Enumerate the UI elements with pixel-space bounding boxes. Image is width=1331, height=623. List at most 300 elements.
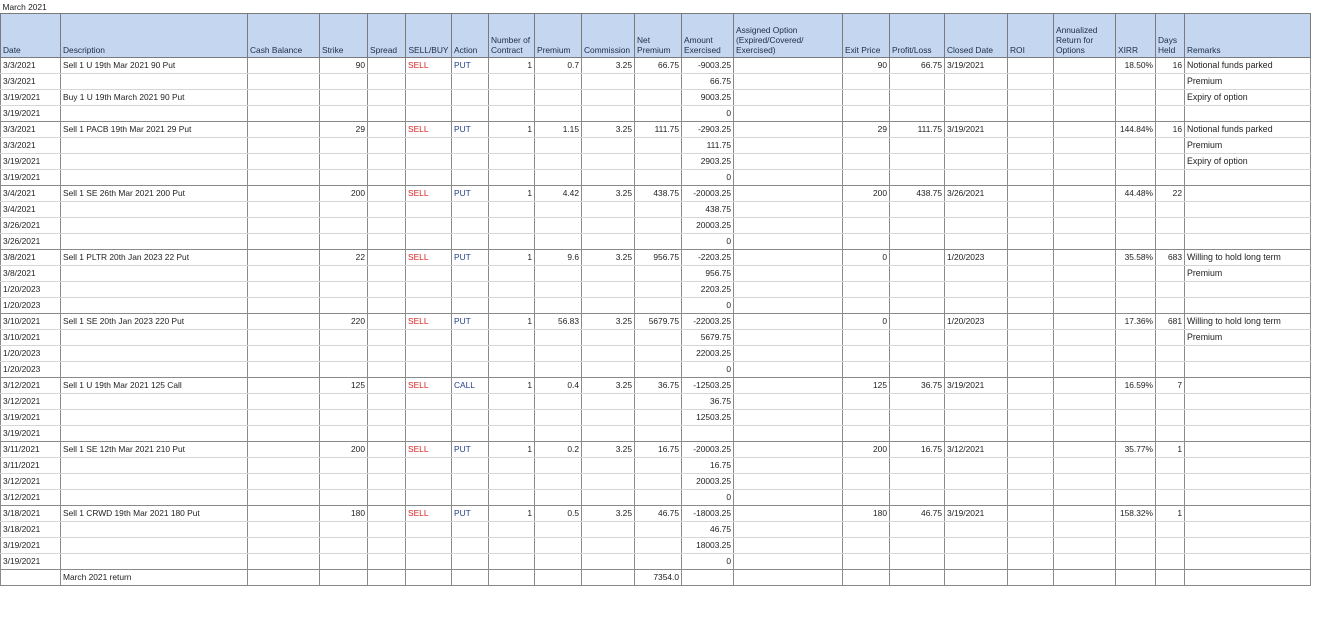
cell-amount[interactable]: 36.75 bbox=[682, 393, 734, 409]
cell-net-premium[interactable]: 16.75 bbox=[635, 441, 682, 457]
cell-closed-date[interactable] bbox=[945, 265, 1008, 281]
cell-profit-loss[interactable] bbox=[890, 457, 945, 473]
cell-description[interactable] bbox=[61, 521, 248, 537]
header-assigned-option[interactable]: Assigned Option (Expired/Covered/ Exercised) bbox=[734, 13, 843, 57]
cell-description[interactable] bbox=[61, 105, 248, 121]
cell-commission[interactable]: 3.25 bbox=[582, 377, 635, 393]
cell-spread[interactable] bbox=[368, 249, 406, 265]
cell-xirr[interactable] bbox=[1116, 265, 1156, 281]
cell-amount[interactable]: 22003.25 bbox=[682, 345, 734, 361]
cell-days-held[interactable] bbox=[1156, 105, 1185, 121]
cell-contracts[interactable]: 1 bbox=[489, 505, 535, 521]
cell-date[interactable]: 3/12/2021 bbox=[1, 377, 61, 393]
cell-strike[interactable] bbox=[320, 73, 368, 89]
cell-action[interactable] bbox=[452, 169, 489, 185]
cell-annualized[interactable] bbox=[1054, 297, 1116, 313]
cell-sell-buy[interactable] bbox=[406, 137, 452, 153]
cell-date[interactable]: 3/4/2021 bbox=[1, 185, 61, 201]
cell-description[interactable]: Sell 1 SE 12th Mar 2021 210 Put bbox=[61, 441, 248, 457]
cell-premium[interactable] bbox=[535, 201, 582, 217]
cell-strike[interactable]: 200 bbox=[320, 185, 368, 201]
cell-xirr[interactable] bbox=[1116, 105, 1156, 121]
cell-profit-loss[interactable] bbox=[890, 201, 945, 217]
cell-sell-buy[interactable] bbox=[406, 217, 452, 233]
cell-contracts[interactable] bbox=[489, 537, 535, 553]
cell-xirr[interactable]: 158.32% bbox=[1116, 505, 1156, 521]
cell-spread[interactable] bbox=[368, 345, 406, 361]
cell-description[interactable] bbox=[61, 153, 248, 169]
cell-description[interactable] bbox=[61, 169, 248, 185]
cell-xirr[interactable]: 44.48% bbox=[1116, 185, 1156, 201]
cell-assigned[interactable] bbox=[734, 329, 843, 345]
header-net-premium[interactable]: Net Premium bbox=[635, 13, 682, 57]
cell-profit-loss[interactable] bbox=[890, 537, 945, 553]
header-xirr[interactable]: XIRR bbox=[1116, 13, 1156, 57]
cell-amount[interactable]: 2203.25 bbox=[682, 281, 734, 297]
cell-remarks[interactable] bbox=[1185, 489, 1311, 505]
cell-days-held[interactable]: 22 bbox=[1156, 185, 1185, 201]
cell-action[interactable] bbox=[452, 553, 489, 569]
cell-assigned[interactable] bbox=[734, 377, 843, 393]
cell-action[interactable] bbox=[452, 473, 489, 489]
cell-premium[interactable] bbox=[535, 521, 582, 537]
cell-description[interactable] bbox=[61, 361, 248, 377]
cell-net-premium[interactable] bbox=[635, 201, 682, 217]
cell-days-held[interactable] bbox=[1156, 89, 1185, 105]
cell-xirr[interactable]: 35.77% bbox=[1116, 441, 1156, 457]
cell-action[interactable] bbox=[452, 569, 489, 585]
cell-xirr[interactable] bbox=[1116, 201, 1156, 217]
header-commission[interactable]: Commission bbox=[582, 13, 635, 57]
cell-days-held[interactable] bbox=[1156, 409, 1185, 425]
cell-roi[interactable] bbox=[1008, 73, 1054, 89]
cell-action[interactable] bbox=[452, 345, 489, 361]
cell-sell-buy[interactable] bbox=[406, 457, 452, 473]
cell-contracts[interactable] bbox=[489, 473, 535, 489]
cell-action[interactable]: PUT bbox=[452, 313, 489, 329]
cell-strike[interactable]: 29 bbox=[320, 121, 368, 137]
cell-exit-price[interactable] bbox=[843, 217, 890, 233]
cell-date[interactable]: 3/19/2021 bbox=[1, 553, 61, 569]
cell-cash-balance[interactable] bbox=[248, 377, 320, 393]
cell-annualized[interactable] bbox=[1054, 393, 1116, 409]
cell-sell-buy[interactable]: SELL bbox=[406, 57, 452, 73]
cell-action[interactable] bbox=[452, 457, 489, 473]
cell-contracts[interactable] bbox=[489, 521, 535, 537]
header-amount-exercised[interactable]: Amount Exercised bbox=[682, 13, 734, 57]
cell-closed-date[interactable]: 3/19/2021 bbox=[945, 377, 1008, 393]
cell-roi[interactable] bbox=[1008, 425, 1054, 441]
cell-cash-balance[interactable] bbox=[248, 345, 320, 361]
cell-contracts[interactable] bbox=[489, 265, 535, 281]
cell-xirr[interactable] bbox=[1116, 553, 1156, 569]
cell-roi[interactable] bbox=[1008, 537, 1054, 553]
cell-exit-price[interactable] bbox=[843, 345, 890, 361]
cell-net-premium[interactable] bbox=[635, 105, 682, 121]
cell-commission[interactable] bbox=[582, 329, 635, 345]
cell-sell-buy[interactable] bbox=[406, 169, 452, 185]
cell-remarks[interactable] bbox=[1185, 393, 1311, 409]
cell-premium[interactable] bbox=[535, 265, 582, 281]
cell-roi[interactable] bbox=[1008, 361, 1054, 377]
cell-commission[interactable] bbox=[582, 153, 635, 169]
cell-days-held[interactable]: 681 bbox=[1156, 313, 1185, 329]
cell-cash-balance[interactable] bbox=[248, 537, 320, 553]
cell-contracts[interactable] bbox=[489, 409, 535, 425]
cell-net-premium[interactable] bbox=[635, 393, 682, 409]
cell-closed-date[interactable]: 3/19/2021 bbox=[945, 57, 1008, 73]
cell-exit-price[interactable] bbox=[843, 409, 890, 425]
cell-amount[interactable] bbox=[682, 569, 734, 585]
header-roi[interactable]: ROI bbox=[1008, 13, 1054, 57]
cell-days-held[interactable] bbox=[1156, 329, 1185, 345]
cell-days-held[interactable] bbox=[1156, 73, 1185, 89]
cell-net-premium[interactable] bbox=[635, 281, 682, 297]
cell-sell-buy[interactable] bbox=[406, 521, 452, 537]
header-num-contract[interactable]: Number of Contract bbox=[489, 13, 535, 57]
cell-annualized[interactable] bbox=[1054, 489, 1116, 505]
cell-net-premium[interactable] bbox=[635, 473, 682, 489]
cell-profit-loss[interactable] bbox=[890, 569, 945, 585]
cell-cash-balance[interactable] bbox=[248, 153, 320, 169]
cell-amount[interactable]: -22003.25 bbox=[682, 313, 734, 329]
cell-date[interactable]: 3/11/2021 bbox=[1, 457, 61, 473]
cell-spread[interactable] bbox=[368, 153, 406, 169]
cell-roi[interactable] bbox=[1008, 217, 1054, 233]
cell-xirr[interactable] bbox=[1116, 137, 1156, 153]
cell-premium[interactable] bbox=[535, 105, 582, 121]
cell-closed-date[interactable] bbox=[945, 201, 1008, 217]
cell-strike[interactable] bbox=[320, 569, 368, 585]
cell-cash-balance[interactable] bbox=[248, 569, 320, 585]
cell-roi[interactable] bbox=[1008, 345, 1054, 361]
cell-description[interactable] bbox=[61, 73, 248, 89]
cell-contracts[interactable] bbox=[489, 329, 535, 345]
cell-xirr[interactable] bbox=[1116, 153, 1156, 169]
cell-amount[interactable]: 956.75 bbox=[682, 265, 734, 281]
cell-xirr[interactable]: 17.36% bbox=[1116, 313, 1156, 329]
cell-spread[interactable] bbox=[368, 409, 406, 425]
cell-cash-balance[interactable] bbox=[248, 217, 320, 233]
cell-contracts[interactable] bbox=[489, 137, 535, 153]
cell-sell-buy[interactable] bbox=[406, 569, 452, 585]
cell-premium[interactable] bbox=[535, 553, 582, 569]
cell-annualized[interactable] bbox=[1054, 281, 1116, 297]
cell-remarks[interactable] bbox=[1185, 553, 1311, 569]
cell-cash-balance[interactable] bbox=[248, 441, 320, 457]
cell-xirr[interactable] bbox=[1116, 569, 1156, 585]
cell-exit-price[interactable] bbox=[843, 169, 890, 185]
cell-exit-price[interactable] bbox=[843, 553, 890, 569]
cell-exit-price[interactable]: 0 bbox=[843, 313, 890, 329]
cell-action[interactable]: PUT bbox=[452, 249, 489, 265]
cell-commission[interactable] bbox=[582, 409, 635, 425]
cell-closed-date[interactable] bbox=[945, 281, 1008, 297]
cell-premium[interactable] bbox=[535, 473, 582, 489]
cell-strike[interactable] bbox=[320, 217, 368, 233]
cell-sell-buy[interactable] bbox=[406, 345, 452, 361]
cell-spread[interactable] bbox=[368, 537, 406, 553]
cell-annualized[interactable] bbox=[1054, 521, 1116, 537]
cell-description[interactable]: Sell 1 SE 20th Jan 2023 220 Put bbox=[61, 313, 248, 329]
cell-date[interactable]: 3/19/2021 bbox=[1, 153, 61, 169]
cell-profit-loss[interactable]: 16.75 bbox=[890, 441, 945, 457]
cell-roi[interactable] bbox=[1008, 153, 1054, 169]
cell-sell-buy[interactable] bbox=[406, 281, 452, 297]
cell-cash-balance[interactable] bbox=[248, 361, 320, 377]
cell-remarks[interactable]: Premium bbox=[1185, 73, 1311, 89]
cell-xirr[interactable] bbox=[1116, 489, 1156, 505]
cell-days-held[interactable] bbox=[1156, 393, 1185, 409]
cell-cash-balance[interactable] bbox=[248, 89, 320, 105]
cell-assigned[interactable] bbox=[734, 265, 843, 281]
cell-contracts[interactable]: 1 bbox=[489, 57, 535, 73]
cell-premium[interactable]: 9.6 bbox=[535, 249, 582, 265]
cell-profit-loss[interactable] bbox=[890, 425, 945, 441]
cell-net-premium[interactable] bbox=[635, 329, 682, 345]
cell-roi[interactable] bbox=[1008, 265, 1054, 281]
cell-contracts[interactable] bbox=[489, 281, 535, 297]
cell-strike[interactable] bbox=[320, 89, 368, 105]
cell-remarks[interactable] bbox=[1185, 281, 1311, 297]
cell-commission[interactable] bbox=[582, 105, 635, 121]
cell-spread[interactable] bbox=[368, 297, 406, 313]
cell-xirr[interactable]: 144.84% bbox=[1116, 121, 1156, 137]
cell-contracts[interactable] bbox=[489, 457, 535, 473]
cell-remarks[interactable] bbox=[1185, 473, 1311, 489]
cell-assigned[interactable] bbox=[734, 121, 843, 137]
cell-annualized[interactable] bbox=[1054, 505, 1116, 521]
cell-description[interactable]: Sell 1 U 19th Mar 2021 90 Put bbox=[61, 57, 248, 73]
cell-profit-loss[interactable] bbox=[890, 281, 945, 297]
cell-net-premium[interactable]: 956.75 bbox=[635, 249, 682, 265]
cell-roi[interactable] bbox=[1008, 249, 1054, 265]
cell-net-premium[interactable] bbox=[635, 553, 682, 569]
cell-remarks[interactable] bbox=[1185, 185, 1311, 201]
cell-closed-date[interactable]: 3/12/2021 bbox=[945, 441, 1008, 457]
cell-days-held[interactable] bbox=[1156, 425, 1185, 441]
cell-sell-buy[interactable] bbox=[406, 537, 452, 553]
cell-commission[interactable] bbox=[582, 537, 635, 553]
cell-assigned[interactable] bbox=[734, 345, 843, 361]
cell-net-premium[interactable] bbox=[635, 489, 682, 505]
cell-net-premium[interactable] bbox=[635, 265, 682, 281]
cell-strike[interactable] bbox=[320, 345, 368, 361]
cell-annualized[interactable] bbox=[1054, 441, 1116, 457]
cell-roi[interactable] bbox=[1008, 281, 1054, 297]
cell-action[interactable] bbox=[452, 297, 489, 313]
cell-profit-loss[interactable] bbox=[890, 137, 945, 153]
cell-exit-price[interactable] bbox=[843, 569, 890, 585]
cell-profit-loss[interactable] bbox=[890, 249, 945, 265]
cell-annualized[interactable] bbox=[1054, 473, 1116, 489]
cell-description[interactable] bbox=[61, 553, 248, 569]
cell-annualized[interactable] bbox=[1054, 121, 1116, 137]
cell-premium[interactable] bbox=[535, 361, 582, 377]
cell-remarks[interactable] bbox=[1185, 345, 1311, 361]
cell-roi[interactable] bbox=[1008, 233, 1054, 249]
cell-assigned[interactable] bbox=[734, 361, 843, 377]
cell-net-premium[interactable] bbox=[635, 537, 682, 553]
cell-assigned[interactable] bbox=[734, 233, 843, 249]
cell-premium[interactable] bbox=[535, 409, 582, 425]
header-days-held[interactable]: Days Held bbox=[1156, 13, 1185, 57]
cell-sell-buy[interactable] bbox=[406, 425, 452, 441]
cell-exit-price[interactable] bbox=[843, 153, 890, 169]
cell-assigned[interactable] bbox=[734, 441, 843, 457]
cell-action[interactable] bbox=[452, 137, 489, 153]
cell-net-premium[interactable]: 5679.75 bbox=[635, 313, 682, 329]
cell-date[interactable]: 3/3/2021 bbox=[1, 137, 61, 153]
cell-amount[interactable]: 438.75 bbox=[682, 201, 734, 217]
cell-sell-buy[interactable]: SELL bbox=[406, 185, 452, 201]
cell-amount[interactable]: 0 bbox=[682, 169, 734, 185]
cell-days-held[interactable]: 16 bbox=[1156, 121, 1185, 137]
cell-annualized[interactable] bbox=[1054, 377, 1116, 393]
cell-exit-price[interactable]: 0 bbox=[843, 249, 890, 265]
cell-xirr[interactable]: 18.50% bbox=[1116, 57, 1156, 73]
cell-sell-buy[interactable] bbox=[406, 153, 452, 169]
cell-remarks[interactable] bbox=[1185, 537, 1311, 553]
cell-premium[interactable] bbox=[535, 393, 582, 409]
cell-amount[interactable]: -2203.25 bbox=[682, 249, 734, 265]
cell-date[interactable]: 3/3/2021 bbox=[1, 121, 61, 137]
cell-amount[interactable]: 18003.25 bbox=[682, 537, 734, 553]
cell-assigned[interactable] bbox=[734, 105, 843, 121]
cell-spread[interactable] bbox=[368, 553, 406, 569]
cell-amount[interactable]: 0 bbox=[682, 297, 734, 313]
cell-amount[interactable]: -20003.25 bbox=[682, 441, 734, 457]
cell-spread[interactable] bbox=[368, 89, 406, 105]
cell-net-premium[interactable] bbox=[635, 457, 682, 473]
cell-commission[interactable] bbox=[582, 521, 635, 537]
header-sell-buy[interactable]: SELL/BUY bbox=[406, 13, 452, 57]
cell-exit-price[interactable] bbox=[843, 473, 890, 489]
cell-commission[interactable]: 3.25 bbox=[582, 441, 635, 457]
cell-description[interactable]: Sell 1 PLTR 20th Jan 2023 22 Put bbox=[61, 249, 248, 265]
cell-strike[interactable]: 180 bbox=[320, 505, 368, 521]
cell-profit-loss[interactable] bbox=[890, 361, 945, 377]
cell-sell-buy[interactable] bbox=[406, 489, 452, 505]
cell-remarks[interactable] bbox=[1185, 521, 1311, 537]
cell-amount[interactable]: 0 bbox=[682, 105, 734, 121]
cell-sell-buy[interactable]: SELL bbox=[406, 441, 452, 457]
cell-action[interactable]: PUT bbox=[452, 57, 489, 73]
header-spread[interactable]: Spread bbox=[368, 13, 406, 57]
cell-roi[interactable] bbox=[1008, 169, 1054, 185]
cell-spread[interactable] bbox=[368, 489, 406, 505]
cell-cash-balance[interactable] bbox=[248, 185, 320, 201]
cell-net-premium[interactable] bbox=[635, 153, 682, 169]
cell-amount[interactable]: 2903.25 bbox=[682, 153, 734, 169]
cell-net-premium[interactable] bbox=[635, 89, 682, 105]
cell-net-premium[interactable]: 66.75 bbox=[635, 57, 682, 73]
cell-days-held[interactable]: 683 bbox=[1156, 249, 1185, 265]
cell-action[interactable] bbox=[452, 89, 489, 105]
cell-amount[interactable]: 0 bbox=[682, 489, 734, 505]
cell-exit-price[interactable]: 90 bbox=[843, 57, 890, 73]
cell-xirr[interactable] bbox=[1116, 425, 1156, 441]
cell-closed-date[interactable] bbox=[945, 425, 1008, 441]
cell-assigned[interactable] bbox=[734, 537, 843, 553]
cell-date[interactable]: 3/12/2021 bbox=[1, 393, 61, 409]
cell-profit-loss[interactable] bbox=[890, 233, 945, 249]
cell-closed-date[interactable] bbox=[945, 233, 1008, 249]
cell-commission[interactable] bbox=[582, 137, 635, 153]
cell-date[interactable]: 3/8/2021 bbox=[1, 265, 61, 281]
cell-cash-balance[interactable] bbox=[248, 473, 320, 489]
cell-roi[interactable] bbox=[1008, 297, 1054, 313]
cell-spread[interactable] bbox=[368, 361, 406, 377]
cell-sell-buy[interactable]: SELL bbox=[406, 505, 452, 521]
cell-days-held[interactable] bbox=[1156, 537, 1185, 553]
cell-contracts[interactable] bbox=[489, 73, 535, 89]
cell-commission[interactable]: 3.25 bbox=[582, 505, 635, 521]
cell-exit-price[interactable] bbox=[843, 393, 890, 409]
cell-action[interactable] bbox=[452, 329, 489, 345]
cell-premium[interactable]: 4.42 bbox=[535, 185, 582, 201]
cell-contracts[interactable] bbox=[489, 361, 535, 377]
cell-profit-loss[interactable] bbox=[890, 105, 945, 121]
cell-xirr[interactable] bbox=[1116, 329, 1156, 345]
cell-spread[interactable] bbox=[368, 473, 406, 489]
cell-spread[interactable] bbox=[368, 73, 406, 89]
cell-net-premium[interactable]: 111.75 bbox=[635, 121, 682, 137]
cell-commission[interactable] bbox=[582, 217, 635, 233]
cell-premium[interactable]: 0.4 bbox=[535, 377, 582, 393]
cell-date[interactable]: 3/10/2021 bbox=[1, 329, 61, 345]
cell-annualized[interactable] bbox=[1054, 457, 1116, 473]
cell-cash-balance[interactable] bbox=[248, 393, 320, 409]
cell-premium[interactable] bbox=[535, 281, 582, 297]
cell-amount[interactable]: 46.75 bbox=[682, 521, 734, 537]
cell-amount[interactable] bbox=[682, 425, 734, 441]
cell-date[interactable]: 3/19/2021 bbox=[1, 169, 61, 185]
cell-closed-date[interactable] bbox=[945, 409, 1008, 425]
cell-closed-date[interactable] bbox=[945, 521, 1008, 537]
cell-description[interactable]: Sell 1 CRWD 19th Mar 2021 180 Put bbox=[61, 505, 248, 521]
cell-profit-loss[interactable] bbox=[890, 89, 945, 105]
cell-strike[interactable] bbox=[320, 153, 368, 169]
header-description[interactable]: Description bbox=[61, 13, 248, 57]
cell-remarks[interactable] bbox=[1185, 105, 1311, 121]
cell-commission[interactable] bbox=[582, 281, 635, 297]
cell-amount[interactable]: 9003.25 bbox=[682, 89, 734, 105]
cell-closed-date[interactable]: 1/20/2023 bbox=[945, 249, 1008, 265]
cell-spread[interactable] bbox=[368, 105, 406, 121]
cell-xirr[interactable]: 16.59% bbox=[1116, 377, 1156, 393]
cell-spread[interactable] bbox=[368, 441, 406, 457]
cell-sell-buy[interactable] bbox=[406, 473, 452, 489]
cell-spread[interactable] bbox=[368, 393, 406, 409]
cell-cash-balance[interactable] bbox=[248, 105, 320, 121]
cell-profit-loss[interactable]: 36.75 bbox=[890, 377, 945, 393]
cell-annualized[interactable] bbox=[1054, 425, 1116, 441]
cell-closed-date[interactable] bbox=[945, 361, 1008, 377]
cell-sell-buy[interactable] bbox=[406, 89, 452, 105]
cell-exit-price[interactable] bbox=[843, 521, 890, 537]
cell-closed-date[interactable] bbox=[945, 169, 1008, 185]
cell-xirr[interactable] bbox=[1116, 361, 1156, 377]
cell-exit-price[interactable] bbox=[843, 457, 890, 473]
cell-xirr[interactable] bbox=[1116, 89, 1156, 105]
cell-assigned[interactable] bbox=[734, 201, 843, 217]
cell-remarks[interactable] bbox=[1185, 425, 1311, 441]
cell-description[interactable] bbox=[61, 297, 248, 313]
cell-annualized[interactable] bbox=[1054, 169, 1116, 185]
cell-assigned[interactable] bbox=[734, 153, 843, 169]
cell-cash-balance[interactable] bbox=[248, 233, 320, 249]
